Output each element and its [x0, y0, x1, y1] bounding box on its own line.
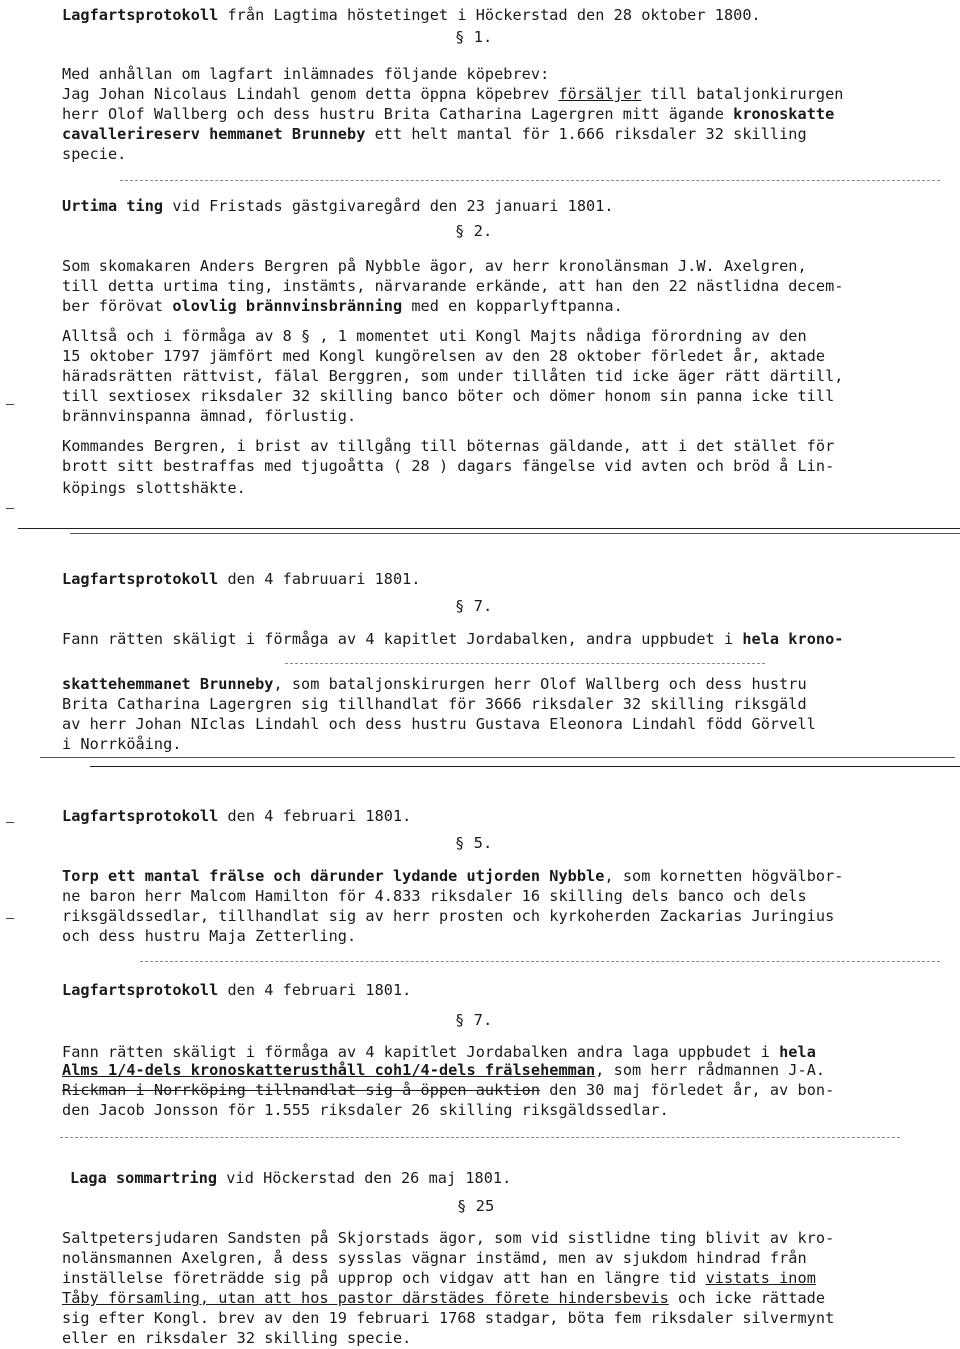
body-line [62, 886, 807, 906]
line-text: ett helt mantal för 1.666 riksdaler 32 skilling [365, 125, 807, 143]
line-text: Kommandes Bergren, i brist av tillgång till böternas gäldande, att i det stället för [62, 437, 835, 455]
line-text: inställelse företrädde sig på upprop och vidgav att han en längre tid [62, 1269, 706, 1287]
heading-title: Lagfartsprotokoll [62, 570, 219, 588]
heading-rest: den 4 fabruuari 1801. [218, 570, 421, 588]
paragraph-mark: § 25 [457, 1197, 495, 1215]
separator-rule [18, 528, 960, 529]
line-text: häradsrätten rättvist, fälal Berggren, som under tillåten tid icke äger rätt därtill, [62, 367, 844, 385]
line-text: Med anhållan om lagfart inlämnades följande köpebrev: [62, 65, 550, 83]
margin-mark [6, 508, 14, 509]
separator-rule [120, 180, 940, 181]
line-text: nolänsmannen Axelgren, å dess sysslas vägnar instämd, men av sjukdom hindrad från [62, 1249, 807, 1267]
line-text: Fann rätten skäligt i förmåga av 4 kapitlet Jordabalken, andra uppbudet i [62, 630, 743, 648]
body-line [62, 326, 807, 346]
body-line [62, 714, 816, 734]
body-line [62, 1288, 825, 1308]
line-text: den Jacob Jonsson för 1.555 riksdaler 26 skilling riksgäldssedlar. [62, 1101, 669, 1119]
body-line [62, 456, 834, 476]
line-text: till bataljonkirurgen [641, 85, 844, 103]
line-text: Saltpetersjudaren Sandsten på Skjorstads ägor, som vid sistlidne ting blivit av kro- [62, 1229, 835, 1247]
section-heading [62, 5, 761, 25]
body-line [62, 926, 356, 946]
separator-rule [90, 766, 960, 767]
line-text: riksgäldssedlar, tillhandlat sig av herr prosten och kyrkoherden Zackarias Juringius [62, 907, 835, 925]
heading-title: Lagfartsprotokoll [62, 807, 219, 825]
underlined-text: försäljer [558, 85, 642, 103]
paragraph-mark: § 7. [455, 597, 493, 615]
body-line [62, 406, 356, 426]
line-text: i Norrköåing. [62, 735, 182, 753]
body-line [62, 674, 807, 694]
bold-text: hela [779, 1043, 816, 1061]
body-line [62, 1080, 834, 1100]
margin-mark [6, 918, 14, 919]
body-line [62, 478, 246, 498]
line-text: sig efter Kongl. brev av den 19 februari 1768 stadgar, böta fem riksdaler silvermynt [62, 1309, 835, 1327]
bold-text: Torp ett mantal frälse och därunder lydande utjorden Nybble [62, 867, 605, 885]
line-text: herr Olof Wallberg och dess hustru Brita Catharina Lagergren mitt ägande [62, 105, 734, 123]
body-line [62, 64, 549, 84]
line-text: med en kopparlyftpanna. [402, 297, 623, 315]
section-heading [62, 196, 614, 216]
margin-mark [6, 404, 14, 405]
body-line [62, 1100, 669, 1120]
line-text: Alltså och i förmåga av 8 § , 1 momentet uti Kongl Majts nådiga förordning av den [62, 327, 807, 345]
line-text: brott sitt bestraffas med tjugoåtta ( 28 ) dagars fängelse vid avten och bröd å Lin- [62, 457, 835, 475]
line-text: Jag Johan Nicolaus Lindahl genom detta öppna köpebrev [62, 85, 559, 103]
body-line [62, 1328, 411, 1348]
body-line [62, 1248, 807, 1268]
body-line [62, 386, 834, 406]
underlined-text: vistats inom [705, 1269, 816, 1287]
separator-rule [285, 663, 765, 664]
heading-rest: vid Höckerstad den 26 maj 1801. [217, 1169, 512, 1187]
bold-text: skattehemmanet Brunneby [62, 675, 274, 693]
body-line [62, 276, 843, 296]
underlined-text: Tåby församling, utan att hos pastor därstädes förete hindersbevis [62, 1289, 669, 1307]
line-text: till sextiosex riksdaler 32 skilling banco böter och dömer honom sin panna icke till [62, 387, 835, 405]
body-line [62, 346, 825, 366]
body-line [62, 629, 843, 649]
line-text: och icke rättade [668, 1289, 826, 1307]
bold-underlined-text: Alms 1/4-dels kronoskatterusthåll coh1/4-dels frälsehemman [62, 1061, 596, 1079]
line-text: , som bataljonskirurgen herr Olof Wallberg och dess hustru [273, 675, 807, 693]
margin-mark [6, 822, 14, 823]
section-heading [62, 569, 421, 589]
separator-rule [60, 1137, 900, 1138]
bold-text: hela krono- [742, 630, 844, 648]
body-line [62, 694, 807, 714]
line-text: till detta urtima ting, instämts, närvarande erkände, att han den 22 nästlidna decem- [62, 277, 844, 295]
body-line [62, 256, 807, 276]
paragraph-mark: § 7. [455, 1011, 493, 1029]
heading-title: Lagfartsprotokoll [62, 981, 219, 999]
line-text: eller en riksdaler 32 skilling specie. [62, 1329, 412, 1347]
line-text: ne baron herr Malcom Hamilton för 4.833 riksdaler 16 skilling dels banco och dels [62, 887, 807, 905]
line-text: Brita Catharina Lagergren sig tillhandlat för 3666 riksdaler 32 skilling riksgäld [62, 695, 807, 713]
separator-rule [140, 961, 940, 962]
heading-rest: den 4 februari 1801. [218, 807, 412, 825]
heading-title: Laga sommartring [70, 1169, 218, 1187]
line-text: Som skomakaren Anders Bergren på Nybble ägor, av herr kronolänsman J.W. Axelgren, [62, 257, 807, 275]
body-line [62, 1308, 834, 1328]
heading-rest: från Lagtima höstetinget i Höckerstad den 28 oktober 1800. [218, 6, 761, 24]
bold-text: olovlig brännvinsbränning [172, 297, 403, 315]
body-line [62, 906, 834, 926]
line-text: brännvinspanna ämnad, förlustig. [62, 407, 357, 425]
body-line [62, 1042, 816, 1062]
body-line [62, 1060, 825, 1080]
section-heading [62, 980, 411, 1000]
line-text: ber förövat [62, 297, 173, 315]
line-text: , som herr rådmannen J-A. [595, 1061, 826, 1079]
bold-text: kronoskatte [733, 105, 835, 123]
body-line [62, 84, 843, 104]
body-line [62, 436, 834, 456]
struck-text: Rickman i Norrköping tillnandlat sig å öppen auktion [62, 1081, 541, 1099]
body-line [62, 124, 807, 144]
body-line [62, 144, 126, 164]
body-line [62, 104, 834, 124]
body-line [62, 1268, 816, 1288]
body-line [62, 366, 843, 386]
line-text: av herr Johan NIclas Lindahl och dess hustru Gustava Eleonora Lindahl född Görvell [62, 715, 816, 733]
heading-title: Urtima ting [62, 197, 164, 215]
body-line [62, 1228, 834, 1248]
line-text: Fann rätten skäligt i förmåga av 4 kapitlet Jordabalken andra laga uppbudet i [62, 1043, 780, 1061]
separator-rule [40, 757, 955, 758]
body-line [62, 734, 182, 754]
bold-text: cavallerireserv hemmanet Brunneby [62, 125, 366, 143]
line-text: 15 oktober 1797 jämfört med Kongl kungörelsen av den 28 oktober förledet år, aktade [62, 347, 826, 365]
heading-rest: vid Fristads gästgivaregård den 23 januari 1801. [163, 197, 614, 215]
section-heading [70, 1168, 511, 1188]
body-line [62, 296, 623, 316]
line-text: den 30 maj förledet år, av bon- [540, 1081, 835, 1099]
heading-title: Lagfartsprotokoll [62, 6, 219, 24]
separator-rule [70, 533, 960, 534]
line-text: specie. [62, 145, 127, 163]
line-text: och dess hustru Maja Zetterling. [62, 927, 357, 945]
section-heading [62, 806, 411, 826]
paragraph-mark: § 1. [455, 28, 493, 46]
line-text: köpings slottshäkte. [62, 479, 246, 497]
line-text: , som kornetten högvälbor- [604, 867, 844, 885]
paragraph-mark: § 5. [455, 834, 493, 852]
body-line [62, 866, 843, 886]
paragraph-mark: § 2. [455, 222, 493, 240]
heading-rest: den 4 februari 1801. [218, 981, 412, 999]
